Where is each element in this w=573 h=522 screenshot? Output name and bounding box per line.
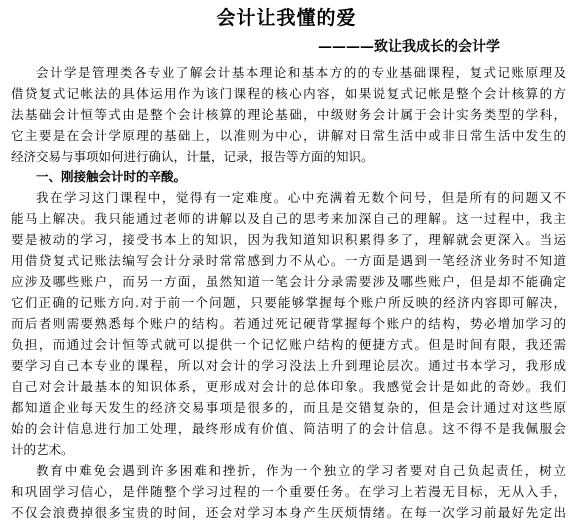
intro-line: 经济交易与事项如何进行确认，计量，记录，报告等方面的知识。 — [11, 149, 374, 164]
section-heading: 一、刚接触会计时的辛酸。 — [36, 169, 187, 184]
section-line: 始的会计信息进行加工处理，最终形成有价值、简洁明了的会计信息。这不得不是我佩服会 — [11, 421, 566, 436]
intro-line: 它主要是在会计学原理的基础上，以准则为中心，讲解对日常生活中或非日常生活中发生的 — [11, 128, 566, 143]
section-line: 能马上解决。我只能通过老师的讲解以及自己的思考来加深自己的理解。这一过程中，我主 — [11, 211, 566, 226]
section-line: 都知道企业每天发生的经济交易事项是很多的，而且是交错复杂的，但是会计通过对这些原 — [11, 400, 566, 415]
document-subtitle: ————致让我成长的会计学 — [318, 39, 500, 55]
section-line: 计的艺术。 — [11, 442, 74, 457]
closing-line: 和巩固学习信心，是伴随整个学习过程的一个重要任务。在学习上若漫无目标，无从入手， — [11, 484, 566, 499]
intro-line: 法基础会计恒等式由是整个会计核算的理论基础，中级财务会计属于会计实务类型的学科， — [11, 107, 566, 122]
section-line: 它们正确的记账方向.对于前一个问题，只要能够掌握每个账户所反映的经济内容即可解决， — [11, 295, 566, 310]
section-line: 我在学习这门课程中，觉得有一定难度。心中充满着无数个问号，但是所有的问题又不 — [36, 190, 566, 205]
intro-line: 借贷复式记帐法的具体运用作为该门课程的核心内容，如果说复式记帐是整个会计核算的方 — [11, 86, 566, 101]
section-line: 而后者则需要熟悉每个账户的结构。若通过死记硬背掌握每个账户的结构，势必增加学习的 — [11, 316, 566, 331]
intro-line: 会计学是管理类各专业了解会计基本理论和基本方的的专业基础课程，复式记账原理及 — [36, 65, 566, 80]
section-line: 负担，而通过会计恒等式就可以提供一个记忆账户结构的便捷方式。但是时间有限，我还需 — [11, 337, 566, 352]
section-line: 要学习自己本专业的课程，所以对会计的学习没法上升到理论层次。通过书本学习，我形成 — [11, 358, 566, 373]
document-title: 会计让我懂的爱 — [216, 7, 357, 29]
closing-line: 教育中难免会遇到许多困难和挫折，作为一个独立的学习者要对自己负起责任，树立 — [36, 463, 566, 478]
section-line: 要是被动的学习，接受书本上的知识，因为我知道知识积累得多了，理解就会更深入。当运 — [11, 232, 566, 247]
section-line: 用借贷复式记账法编写会计分录时常常感到力不从心。一方面是遇到一笔经济业务时不知道 — [11, 253, 566, 268]
section-line: 自己对会计最基本的知识体系，更形成对会计的总体印象。我感觉会计是如此的奇妙。我们 — [11, 379, 566, 394]
section-line: 应涉及哪些账户，而另一方面，虽然知道一笔会计分录需要涉及哪些账户，但是却不能确定 — [11, 274, 566, 289]
closing-line: 不仅会浪费掉很多宝贵的时间，还会对学习本身产生厌烦情绪。在每一次学习前最好先定出 — [11, 505, 566, 520]
